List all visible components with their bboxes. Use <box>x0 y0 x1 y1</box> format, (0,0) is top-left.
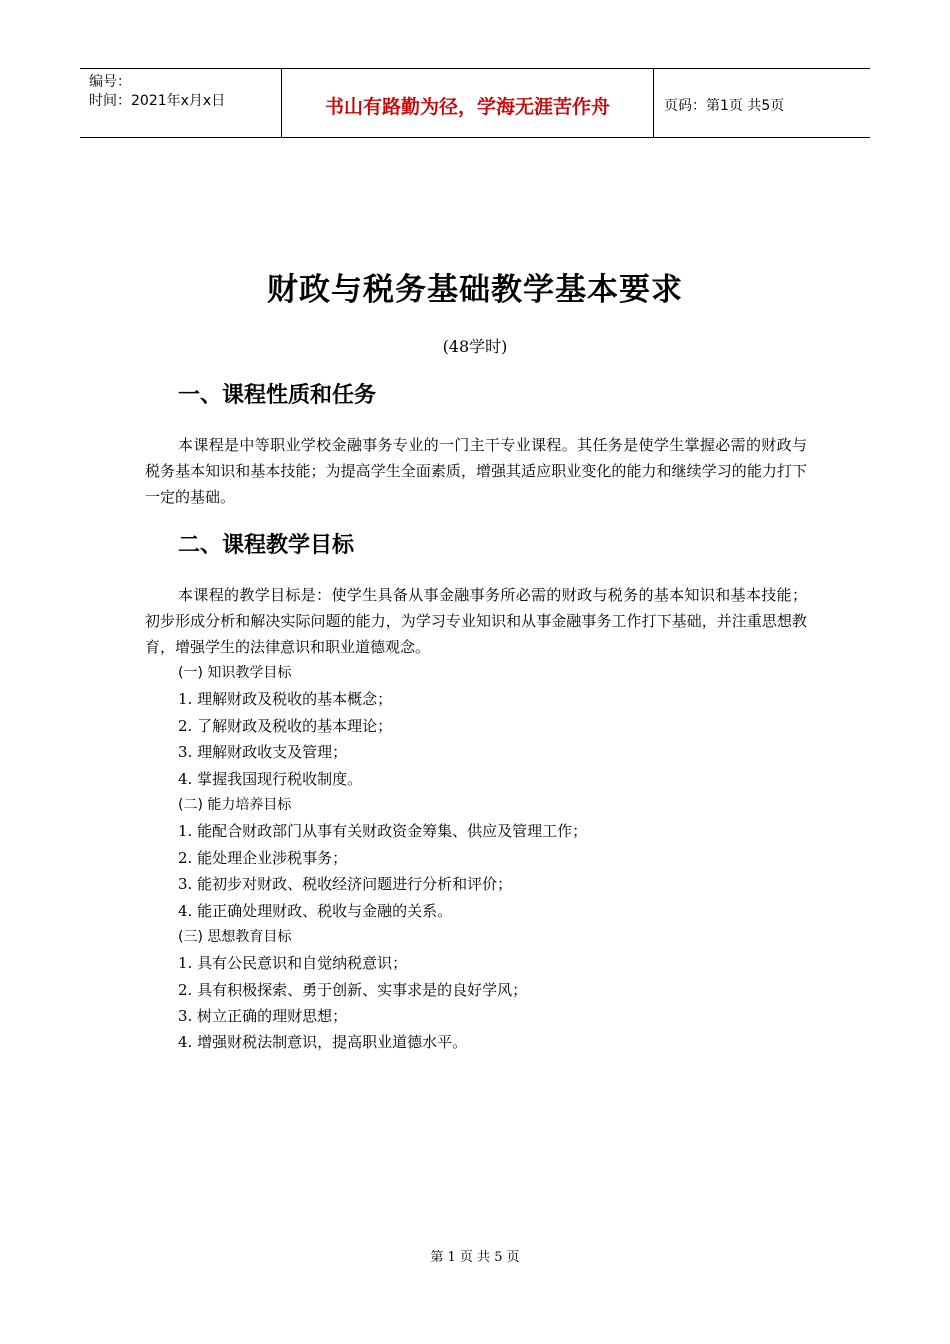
list-item: 1. 理解财政及税收的基本概念； <box>178 690 393 709</box>
list-item: 4. 增强财税法制意识，提高职业道德水平。 <box>178 1033 468 1052</box>
list-item: 1. 具有公民意识和自觉纳税意识； <box>178 954 408 973</box>
time-label: 时间：2021年x月x日 <box>89 93 226 109</box>
list-item: 2. 能处理企业涉税事务； <box>178 848 348 867</box>
list-item: 3. 理解财政收支及管理； <box>178 743 348 762</box>
objectives-list <box>178 660 587 1056</box>
list-item: 4. 掌握我国现行税收制度。 <box>178 769 363 788</box>
header-meta <box>80 69 281 137</box>
list-item: 4. 能正确处理财政、税收与金融的关系。 <box>178 901 453 920</box>
section1-heading: 一、课程性质和任务 <box>178 383 377 408</box>
list-item: 2. 具有积极探索、勇于创新、实事求是的良好学风； <box>178 980 528 999</box>
list-subheading: (二) 能力培养目标 <box>178 796 292 813</box>
page-footer: 第 1 页 共 5 页 <box>430 1250 520 1265</box>
number-label: 编号： <box>89 74 131 90</box>
document-title: 财政与税务基础教学基本要求 <box>267 272 683 308</box>
list-subheading: (一) 知识教学目标 <box>178 665 292 681</box>
list-item: 3. 树立正确的理财思想； <box>178 1007 348 1026</box>
document-subtitle: (48学时) <box>442 337 508 356</box>
section1-paragraph: 本课程是中等职业学校金融事务专业的一门主干专业课程。其任务是使学生掌握必需的财政与税务基本知识和基本技能；为提高学生全面素质，增强其适应职业变化的能力和继续学习的能力打下一定的基础。 <box>145 436 807 506</box>
header-page-info: 页码：第1页 共5页 <box>664 98 785 114</box>
list-item: 3. 能初步对财政、税收经济问题进行分析和评价； <box>178 875 513 894</box>
section2-paragraph: 本课程的教学目标是：使学生具备从事金融事务所必需的财政与税务的基本知识和基本技能；初步形成分析和解决实际问题的能力，为学习专业知识和从事金融事务工作打下基础，并注重思想教育，增强学生的法律意识和职业道德观念。 <box>145 586 807 656</box>
list-subheading: (三) 思想教育目标 <box>178 928 292 945</box>
list-item: 2. 了解财政及税收的基本理论； <box>178 716 393 735</box>
section2-heading: 二、课程教学目标 <box>178 533 355 558</box>
list-item: 1. 能配合财政部门从事有关财政资金筹集、供应及管理工作； <box>178 822 588 841</box>
header-table <box>80 68 870 138</box>
header-motto: 书山有路勤为径，学海无涯苦作舟 <box>281 69 654 137</box>
